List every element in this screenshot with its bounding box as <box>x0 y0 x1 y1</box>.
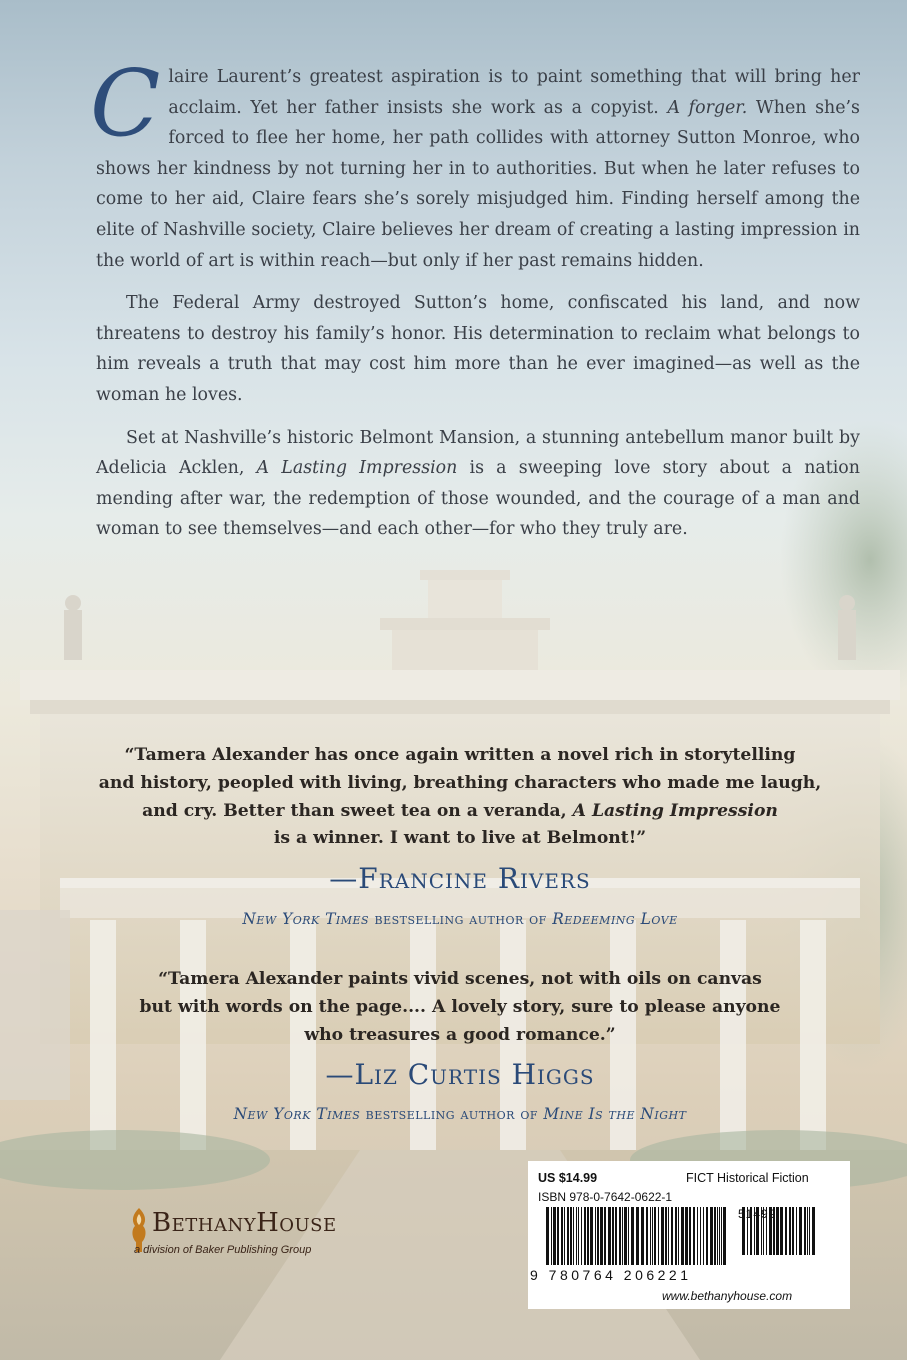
description-paragraph-1 <box>90 50 860 276</box>
barcode-bar <box>631 1207 634 1265</box>
book-title-emphasis: A Lasting Impression <box>572 800 778 821</box>
barcode-bar <box>719 1207 720 1265</box>
barcode-bar <box>697 1207 698 1265</box>
isbn: ISBN 978-0-7642-0622-1 <box>538 1190 673 1204</box>
barcode-bar <box>700 1207 701 1265</box>
barcode-bar <box>573 1207 574 1265</box>
barcode-bar <box>581 1207 582 1265</box>
barcode-label <box>528 1161 850 1309</box>
barcode-bar <box>561 1207 563 1265</box>
barcode-bar <box>612 1207 614 1265</box>
quote-text: and cry. Better than sweet tea on a veranda, <box>142 800 573 821</box>
barcode-bar <box>681 1207 684 1265</box>
barcode-bar <box>570 1207 572 1265</box>
endorsement-quote-2 <box>90 966 830 1049</box>
barcode-bar <box>624 1207 627 1265</box>
publisher-logo <box>130 1206 430 1262</box>
barcode-bar <box>796 1207 797 1255</box>
barcode-bar <box>590 1207 593 1265</box>
barcode-bar <box>557 1207 559 1265</box>
nyt-label: New York Times <box>242 910 370 928</box>
barcode-bar <box>608 1207 611 1265</box>
quote-line <box>90 798 830 826</box>
barcode-bar <box>641 1207 644 1265</box>
barcode-bar <box>553 1207 556 1265</box>
credential-text: bestselling author of <box>369 910 553 928</box>
publisher-name: BethanyHouse <box>152 1208 337 1238</box>
barcode-bar <box>587 1207 589 1265</box>
barcode-bar <box>584 1207 586 1265</box>
barcode-bar <box>717 1207 718 1265</box>
barcode-icon <box>546 1207 846 1267</box>
price-code: 51499 <box>738 1207 777 1221</box>
endorser-name-2: —Liz Curtis Higgs <box>325 1058 595 1091</box>
barcode-bar <box>615 1207 617 1265</box>
barcode-bar <box>604 1207 606 1265</box>
book-title-emphasis: A Lasting Impression <box>256 458 458 479</box>
category: FICT Historical Fiction <box>686 1171 809 1185</box>
barcode-bar <box>804 1207 806 1255</box>
price: US $14.99 <box>538 1171 598 1185</box>
barcode-bar <box>675 1207 677 1265</box>
barcode-bar <box>564 1207 565 1265</box>
barcode-bar <box>812 1207 815 1255</box>
quote-line: and history, peopled with living, breathing characters who made me laugh, <box>98 772 822 793</box>
publisher-subtitle: a division of Baker Publishing Group <box>134 1244 312 1256</box>
barcode-bar <box>693 1207 695 1265</box>
barcode-bar <box>650 1207 651 1265</box>
endorsement-quote-1 <box>90 742 830 853</box>
barcode-bar <box>600 1207 603 1265</box>
paragraph-text: is a sweeping love story about a nation mending after war, the redemption of those wounded, and the courage of a man and woman to see themselves—and each other—for who they truly are. <box>96 458 860 540</box>
barcode-bar <box>678 1207 679 1265</box>
barcode-bar <box>551 1207 552 1265</box>
description-paragraph-3 <box>96 423 860 545</box>
barcode-bar <box>776 1207 779 1255</box>
emphasis-text: A forger. <box>667 97 748 118</box>
description-paragraph-2: The Federal Army destroyed Sutton’s home, confiscated his land, and now threatens to destroy his family’s honor. His determination to reclaim what belongs to him reveals a truth that may cost him more than he ever imagined—as well as the woman he loves. <box>96 293 860 405</box>
isbn-digits: 9 780764 206221 <box>530 1267 692 1283</box>
barcode-bar <box>721 1207 722 1265</box>
book-title: Redeeming Love <box>552 910 678 928</box>
barcode-bar <box>578 1207 579 1265</box>
credential-text: bestselling author of <box>360 1105 544 1123</box>
barcode-bar <box>685 1207 688 1265</box>
barcode-bar <box>703 1207 704 1265</box>
barcode-bar <box>710 1207 713 1265</box>
barcode-bar <box>546 1207 549 1265</box>
barcode-bar <box>668 1207 669 1265</box>
barcode-bar <box>595 1207 596 1265</box>
barcode-bar <box>799 1207 802 1255</box>
barcode-bar <box>652 1207 653 1265</box>
barcode-bar <box>658 1207 659 1265</box>
barcode-bar <box>780 1207 783 1255</box>
quote-line: “Tamera Alexander has once again written a novel rich in storytelling <box>124 745 796 765</box>
barcode-bar <box>723 1207 726 1265</box>
barcode-bar <box>576 1207 577 1265</box>
barcode-bar <box>619 1207 621 1265</box>
website: www.bethanyhouse.com <box>662 1289 793 1303</box>
barcode-bar <box>646 1207 648 1265</box>
barcode-bar <box>807 1207 808 1255</box>
quote-line: but with words on the page.... A lovely story, sure to please anyone <box>139 996 781 1017</box>
barcode-bar <box>628 1207 629 1265</box>
quote-line: who treasures a good romance.” <box>304 1024 616 1045</box>
barcode-bar <box>661 1207 664 1265</box>
barcode-bar <box>706 1207 708 1265</box>
barcode-bar <box>622 1207 623 1265</box>
barcode-bar <box>665 1207 667 1265</box>
barcode-bar <box>789 1207 791 1255</box>
quote-line: “Tamera Alexander paints vivid scenes, not with oils on canvas <box>158 969 762 989</box>
barcode-bar <box>689 1207 691 1265</box>
drop-cap: C <box>90 50 161 157</box>
endorser-credential-2 <box>90 1105 830 1123</box>
paragraph-text: laire Laurent’s greatest aspiration is to paint something that will bring her acclaim. Yet her father insists she work as a copyist. <box>168 67 860 118</box>
barcode-bar <box>785 1207 787 1255</box>
barcode-bar <box>654 1207 656 1265</box>
endorser-name-1: —Francine Rivers <box>329 862 591 895</box>
paragraph-text: Set at Nashville’s historic Belmont Mansion, a stunning antebellum manor built by Adelicia Acklen, <box>96 427 860 479</box>
barcode-bar <box>714 1207 716 1265</box>
barcode-bar <box>809 1207 810 1255</box>
book-title: Mine Is the Night <box>543 1105 687 1123</box>
barcode-bar <box>567 1207 569 1265</box>
barcode-bar <box>597 1207 599 1265</box>
barcode-bar <box>636 1207 639 1265</box>
barcode-bar <box>792 1207 794 1255</box>
endorser-credential-1 <box>90 910 830 928</box>
quote-line: is a winner. I want to live at Belmont!” <box>273 828 647 849</box>
paragraph-text: When she’s forced to flee her home, her path collides with attorney Sutton Monroe, who shows her kindness by not turning her in to authorities. But when he later refuses to come to her aid, Claire fears she’s sorely misjudged him. Finding herself among the elite of Nashville society, Claire believes her dream of creating a lasting impression in the world of art is within reach—but only if her past remains hidden. <box>96 97 860 271</box>
barcode-bar <box>671 1207 673 1265</box>
nyt-label: New York Times <box>233 1105 361 1123</box>
book-description <box>90 50 860 557</box>
